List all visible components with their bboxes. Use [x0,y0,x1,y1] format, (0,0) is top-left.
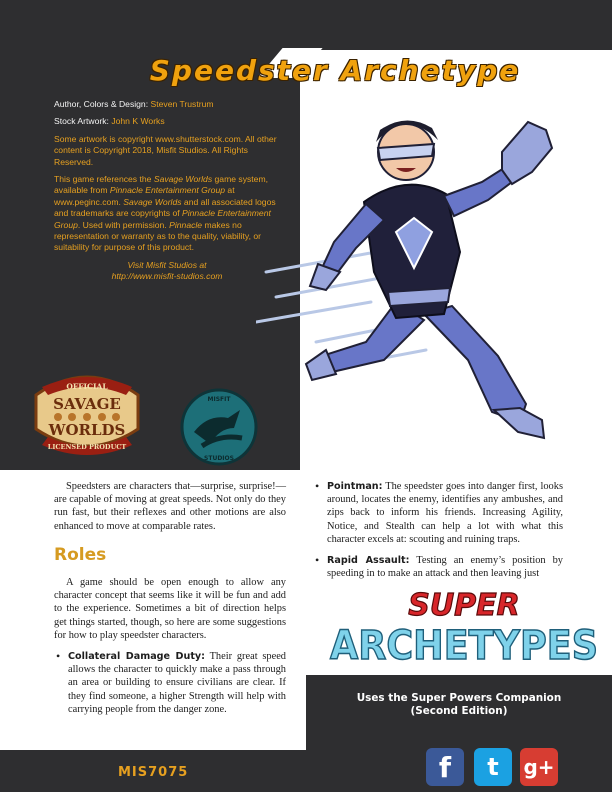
roles-paragraph: A game should be open enough to allow any character concept that seems like it will be fun and add to the experience. Sometimes a bit of direction helps get things started, though, so here are some suggestions for how to play speedster characters. [54,577,286,641]
super-archetypes-logo [326,585,602,669]
svg-text:SAVAGE: SAVAGE [53,395,121,413]
bullet-collateral-damage: • Collateral Damage Duty: Their great speed allows the character to quickly make a pass through an area or building to ensure civilians are clear. If they find someone, a higher Strength will help with carrying people from the danger zone. [54,650,286,716]
svg-text:SUPER: SUPER [408,588,520,623]
author-label: Author, Colors & Design: [54,99,151,109]
right-column [313,480,563,588]
svg-text:MISFIT: MISFIT [207,396,231,403]
uses-companion-note [310,692,608,718]
left-column [54,480,286,724]
svg-text:LICENSED PRODUCT: LICENSED PRODUCT [47,443,127,451]
page-title: Speedster Archetype [149,54,521,87]
twitter-icon[interactable] [474,748,512,786]
savage-worlds-logo [28,365,146,455]
intro-paragraph: Speedsters are characters that—surprise, surprise!—are capable of moving at great speeds. Not only do they run fast, but their reflexes and other motions are also enhanced to move at comparable rates. [54,481,286,532]
twitter-glyph: t [487,753,499,781]
author-name: Steven Trustrum [150,99,214,109]
google-plus-icon[interactable] [520,748,558,786]
stock-line [54,116,280,127]
visit-label: Visit Misfit Studios at [127,259,207,270]
visit-text [54,260,280,283]
roles-heading: Roles [54,544,107,565]
svg-text:ARCHETYPES: ARCHETYPES [330,623,598,669]
speedster-illustration [256,92,576,472]
website-link[interactable]: http://www.misfit-studios.com [111,271,223,282]
misfit-studios-logo [180,388,258,466]
google-plus-glyph: g+ [523,755,555,779]
facebook-icon[interactable] [426,748,464,786]
credits-block [54,99,280,289]
stock-label: Stock Artwork: [54,116,112,127]
svg-text:OFFICIAL: OFFICIAL [66,382,108,391]
svg-text:STUDIOS: STUDIOS [204,455,234,462]
bullet-pointman: • Pointman: The speedster goes into danger first, looks around, locates the enemy, identifies any ambushes, and zips back to inform his friends. Increasing Agility, Notice, and Stealth can help a lot with what this character excels at: scouting and ruining traps. [313,480,563,546]
copyright-text: Some artwork is copyright www.shutterstock.com. All other content is Copyright 2018, Misfit Studios. All Rights Reserved. [54,133,277,167]
uses-line-1: Uses the Super Powers Companion [356,692,562,704]
stock-name: John K Works [111,116,165,127]
license-text: This game references the Savage Worlds game system, available from Pinnacle Entertainment Group at www.peginc.com. Savage Worlds and all associated logos and trademarks are copyrights of Pinnacle Entertainment Group. Used with permission. Pinnacle makes no representation or warranty as to the quality, viability, or suitability for purpose of this product. [54,174,276,253]
author-line [54,99,280,110]
product-code: MIS7075 [118,765,189,780]
facebook-glyph: f [438,750,452,784]
bullet-rapid-assault: • Rapid Assault: Testing an enemy’s position by speeding in to make an attack and then leaving just [313,554,563,580]
uses-line-2: (Second Edition) [410,705,508,717]
svg-text:WORLDS: WORLDS [48,421,126,439]
